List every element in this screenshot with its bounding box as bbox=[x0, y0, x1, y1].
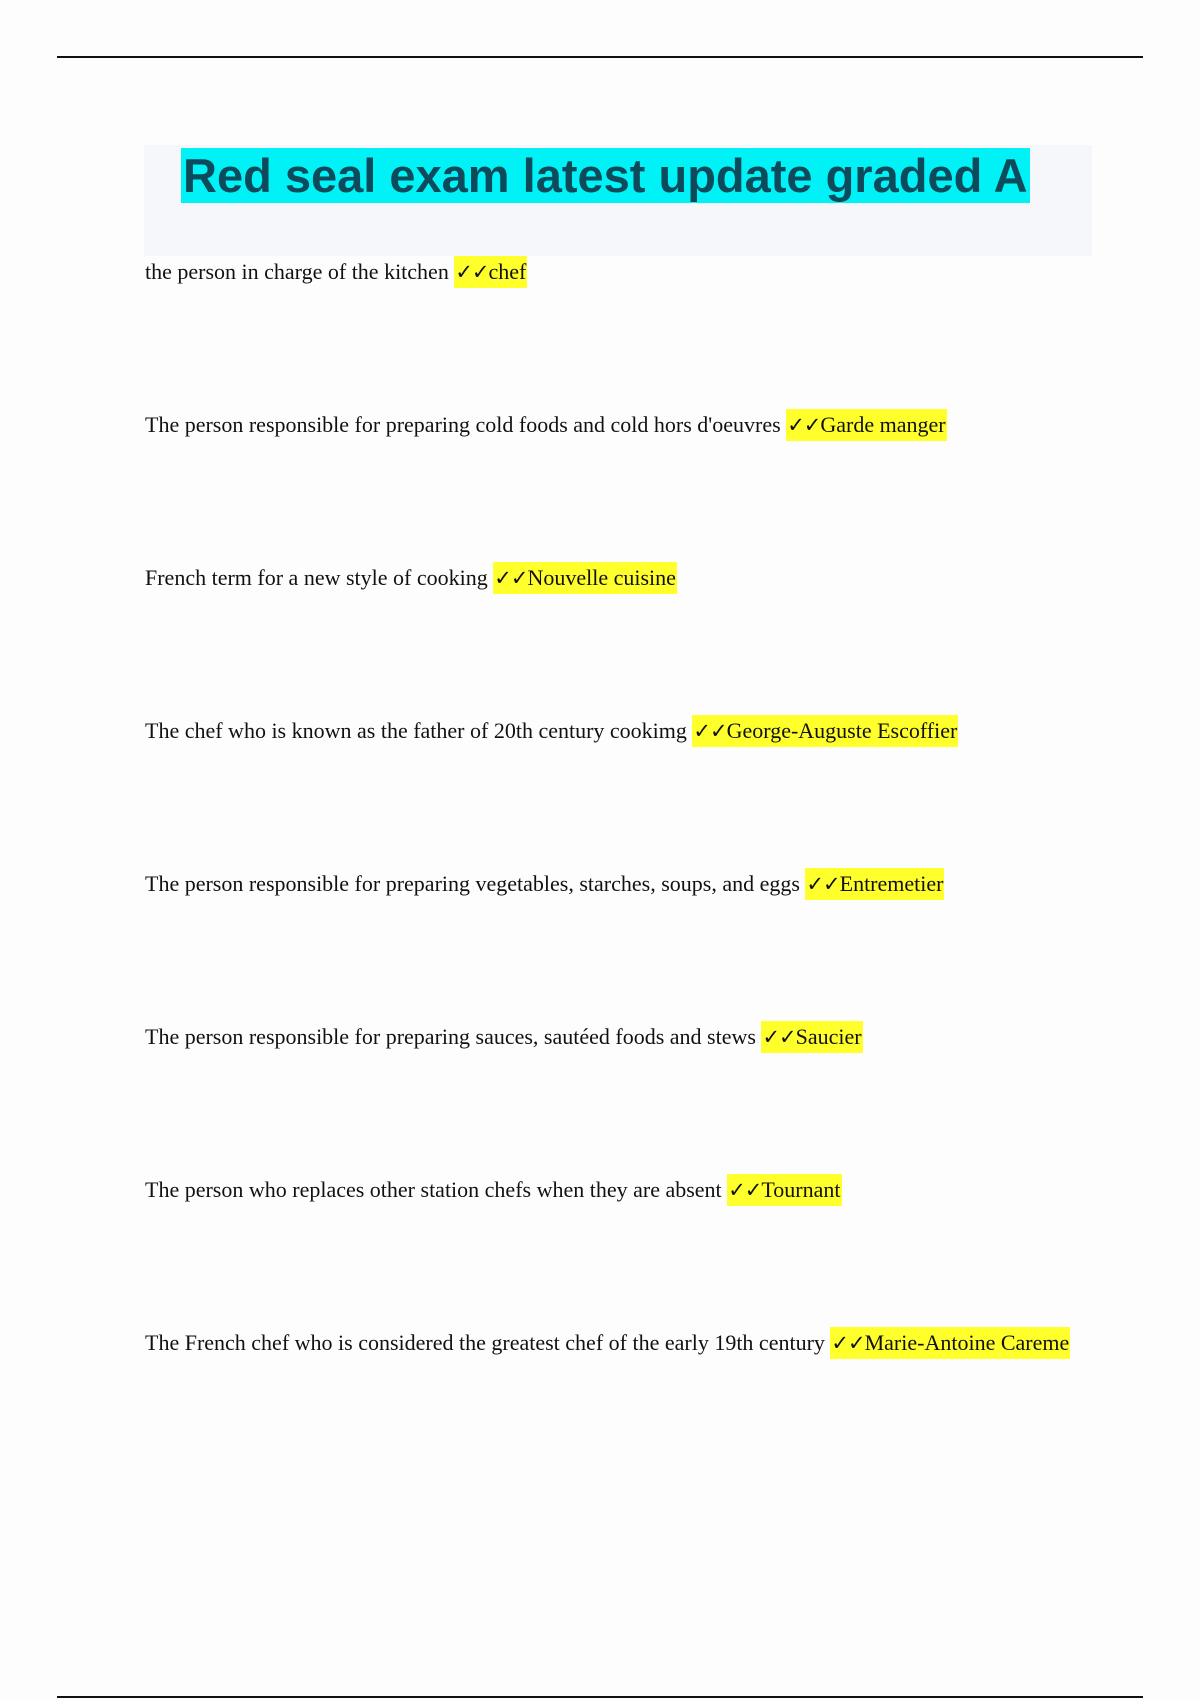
question-text: The person responsible for preparing cold foods and cold hors d'oeuvres bbox=[145, 412, 781, 437]
header-rule bbox=[57, 56, 1143, 58]
answer-text: George-Auguste Escoffier bbox=[726, 718, 958, 743]
double-check-icon: ✓✓ bbox=[831, 1331, 865, 1355]
answer-text: Entremetier bbox=[839, 871, 944, 896]
footer-rule bbox=[57, 1696, 1143, 1698]
answer-highlight bbox=[830, 1327, 1070, 1359]
qa-item bbox=[145, 563, 1095, 593]
question-text: French term for a new style of cooking bbox=[145, 565, 488, 590]
answer-highlight bbox=[761, 1021, 862, 1053]
answer-highlight bbox=[493, 562, 677, 594]
double-check-icon: ✓✓ bbox=[806, 872, 840, 896]
answer-highlight bbox=[805, 868, 944, 900]
answer-text: Nouvelle cuisine bbox=[527, 565, 676, 590]
double-check-icon: ✓✓ bbox=[693, 719, 727, 743]
answer-text: chef bbox=[488, 259, 527, 284]
qa-list bbox=[145, 257, 1095, 1496]
double-check-icon: ✓✓ bbox=[787, 413, 821, 437]
qa-item bbox=[145, 257, 1095, 287]
question-text: the person in charge of the kitchen bbox=[145, 259, 449, 284]
document-title: Red seal exam latest update graded A bbox=[183, 149, 1028, 202]
double-check-icon: ✓✓ bbox=[762, 1025, 796, 1049]
question-text: The French chef who is considered the greatest chef of the early 19th century bbox=[145, 1330, 825, 1355]
answer-text: Tournant bbox=[761, 1177, 841, 1202]
qa-item bbox=[145, 1175, 1095, 1205]
qa-item bbox=[145, 1313, 1095, 1373]
answer-highlight bbox=[727, 1174, 841, 1206]
qa-item bbox=[145, 1022, 1095, 1052]
answer-highlight bbox=[692, 715, 958, 747]
double-check-icon: ✓✓ bbox=[494, 566, 528, 590]
qa-item bbox=[145, 410, 1095, 440]
answer-highlight bbox=[454, 256, 527, 288]
question-text: The chef who is known as the father of 20th century cookimg bbox=[145, 718, 687, 743]
answer-text: Garde manger bbox=[820, 412, 946, 437]
double-check-icon: ✓✓ bbox=[728, 1178, 762, 1202]
qa-item bbox=[145, 716, 1095, 746]
question-text: The person responsible for preparing sauces, sautéed foods and stews bbox=[145, 1024, 756, 1049]
answer-text: Marie-Antoine Careme bbox=[864, 1330, 1070, 1355]
answer-text: Saucier bbox=[795, 1024, 862, 1049]
question-text: The person responsible for preparing vegetables, starches, soups, and eggs bbox=[145, 871, 800, 896]
qa-item bbox=[145, 869, 1095, 899]
double-check-icon: ✓✓ bbox=[455, 260, 489, 284]
question-text: The person who replaces other station chefs when they are absent bbox=[145, 1177, 722, 1202]
answer-highlight bbox=[786, 409, 946, 441]
